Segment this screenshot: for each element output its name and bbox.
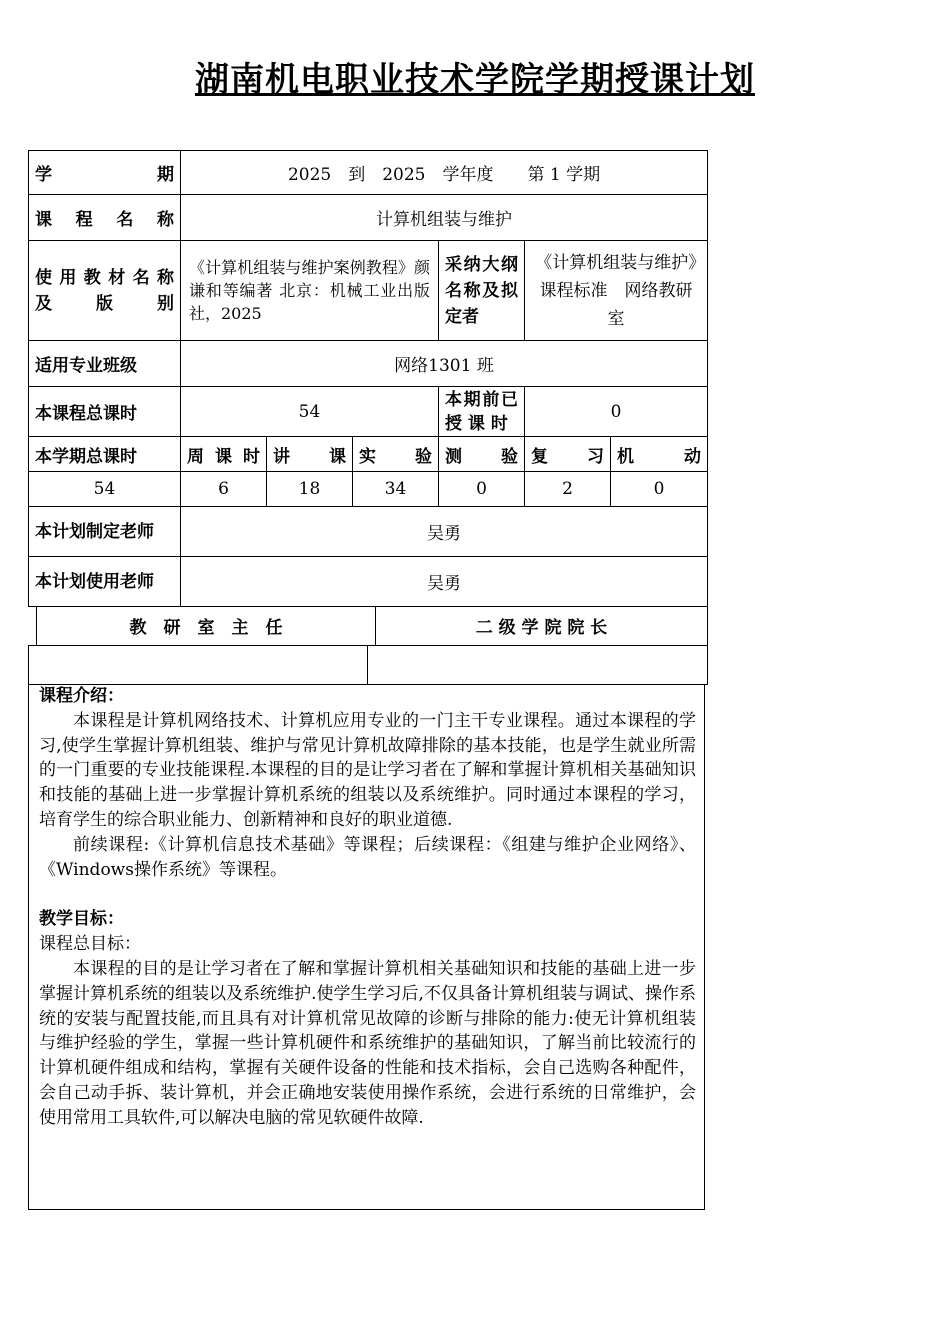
signature-area-table [28, 645, 708, 685]
planner-row [29, 507, 708, 557]
planner-value: 吴勇 [181, 507, 708, 557]
breakdown-value-experiment: 34 [353, 472, 439, 507]
sign-right-label: 二 级 学 院 院 长 [376, 606, 708, 645]
breakdown-value-row [29, 472, 708, 507]
goals-subheading: 课程总目标： [39, 934, 141, 955]
plan-info-table [28, 150, 708, 607]
prev-hours-label: 本期前已授 课 时 [439, 387, 525, 437]
course-row [29, 195, 708, 241]
prev-hours-value: 0 [525, 387, 708, 437]
total-hours-value: 54 [181, 387, 439, 437]
breakdown-header-review: 复 习 [525, 437, 611, 472]
breakdown-value-weekly: 6 [181, 472, 267, 507]
total-hours-label: 本课程总课时 [29, 387, 181, 437]
sign-right-area [368, 646, 708, 685]
user-value: 吴勇 [181, 557, 708, 607]
planner-label: 本计划制定老师 [29, 507, 181, 557]
breakdown-value-lecture: 18 [267, 472, 353, 507]
textbook-row [29, 241, 708, 341]
signature-header-table [36, 606, 708, 646]
total-hours-row [29, 387, 708, 437]
class-label: 适用专业班级 [29, 341, 181, 387]
breakdown-header-lecture: 讲 课 [267, 437, 353, 472]
spacer [39, 882, 696, 907]
class-value: 网络1301 班 [181, 341, 708, 387]
breakdown-header-experiment: 实 验 [353, 437, 439, 472]
term-label: 学 期 [29, 151, 181, 195]
intro-paragraph-2: 前续课程:《计算机信息技术基础》等课程；后续课程：《组建与维护企业网络》、《Windows操作系统》等课程。 [39, 834, 696, 880]
term-row [29, 151, 708, 195]
goals-paragraph: 本课程的目的是让学习者在了解和掌握计算机相关基础知识和技能的基础上进一步掌握计算机系统的组装以及系统维护.使学生学习后,不仅具备计算机组装与调试、操作系统的安装与配置技能,而且具有对计算机常见故障的诊断与排除的能力:使无计算机组装与维护经验的学生，掌握一些计算机硬件和系统维护的基础知识，了解当前比较流行的计算机硬件组成和结构，掌握有关硬件设备的性能和技术指标，会自己选购各种配件，会自己动手拆、装计算机，并会正确地安装使用操作系统，会进行系统的日常维护，会使用常用工具软件,可以解决电脑的常见软硬件故障. [39, 958, 696, 1128]
breakdown-value-test: 0 [439, 472, 525, 507]
sign-left-area [29, 646, 368, 685]
breakdown-header-test: 测 验 [439, 437, 525, 472]
breakdown-header-flexible: 机 动 [611, 437, 708, 472]
course-value: 计算机组装与维护 [181, 195, 708, 241]
textbook-value: 《计算机组装与维护案例教程》颜谦和等编著 北京：机械工业出版社，2025 [181, 241, 439, 341]
textbook-label: 使 用 教 材 名 称 及 版 别 [29, 241, 181, 341]
syllabus-label: 采纳大纲名称及拟定者 [439, 241, 525, 341]
breakdown-value-review: 2 [525, 472, 611, 507]
breakdown-value-total: 54 [29, 472, 181, 507]
breakdown-value-flexible: 0 [611, 472, 708, 507]
course-description [28, 684, 705, 1210]
course-label: 课 程 名 称 [29, 195, 181, 241]
breakdown-header-total: 本学期总课时 [29, 437, 181, 472]
class-row [29, 341, 708, 387]
sign-left-label: 教 研 室 主 任 [37, 606, 376, 645]
intro-heading: 课程介绍： [39, 686, 124, 706]
user-label: 本计划使用老师 [29, 557, 181, 607]
breakdown-header-row [29, 437, 708, 472]
syllabus-value: 《计算机组装与维护》课程标准 网络教研室 [525, 241, 708, 341]
page-title: 湖南机电职业技术学院学期授课计划 [195, 60, 755, 100]
intro-paragraph-1: 本课程是计算机网络技术、计算机应用专业的一门主干专业课程。通过本课程的学习,使学生掌握计算机组装、维护与常见计算机故障排除的基本技能，也是学生就业所需的一门重要的专业技能课程.本课程的目的是让学习者在了解和掌握计算机相关基础知识和技能的基础上进一步掌握计算机系统的组装以及系统维护。同时通过本课程的学习，培育学生的综合职业能力、创新精神和良好的职业道德. [39, 710, 696, 830]
user-row [29, 557, 708, 607]
goals-heading: 教学目标： [39, 909, 124, 930]
breakdown-header-weekly: 周课时 [181, 437, 267, 472]
term-value: 2025 到 2025 学年度 第 1 学期 [181, 151, 708, 195]
